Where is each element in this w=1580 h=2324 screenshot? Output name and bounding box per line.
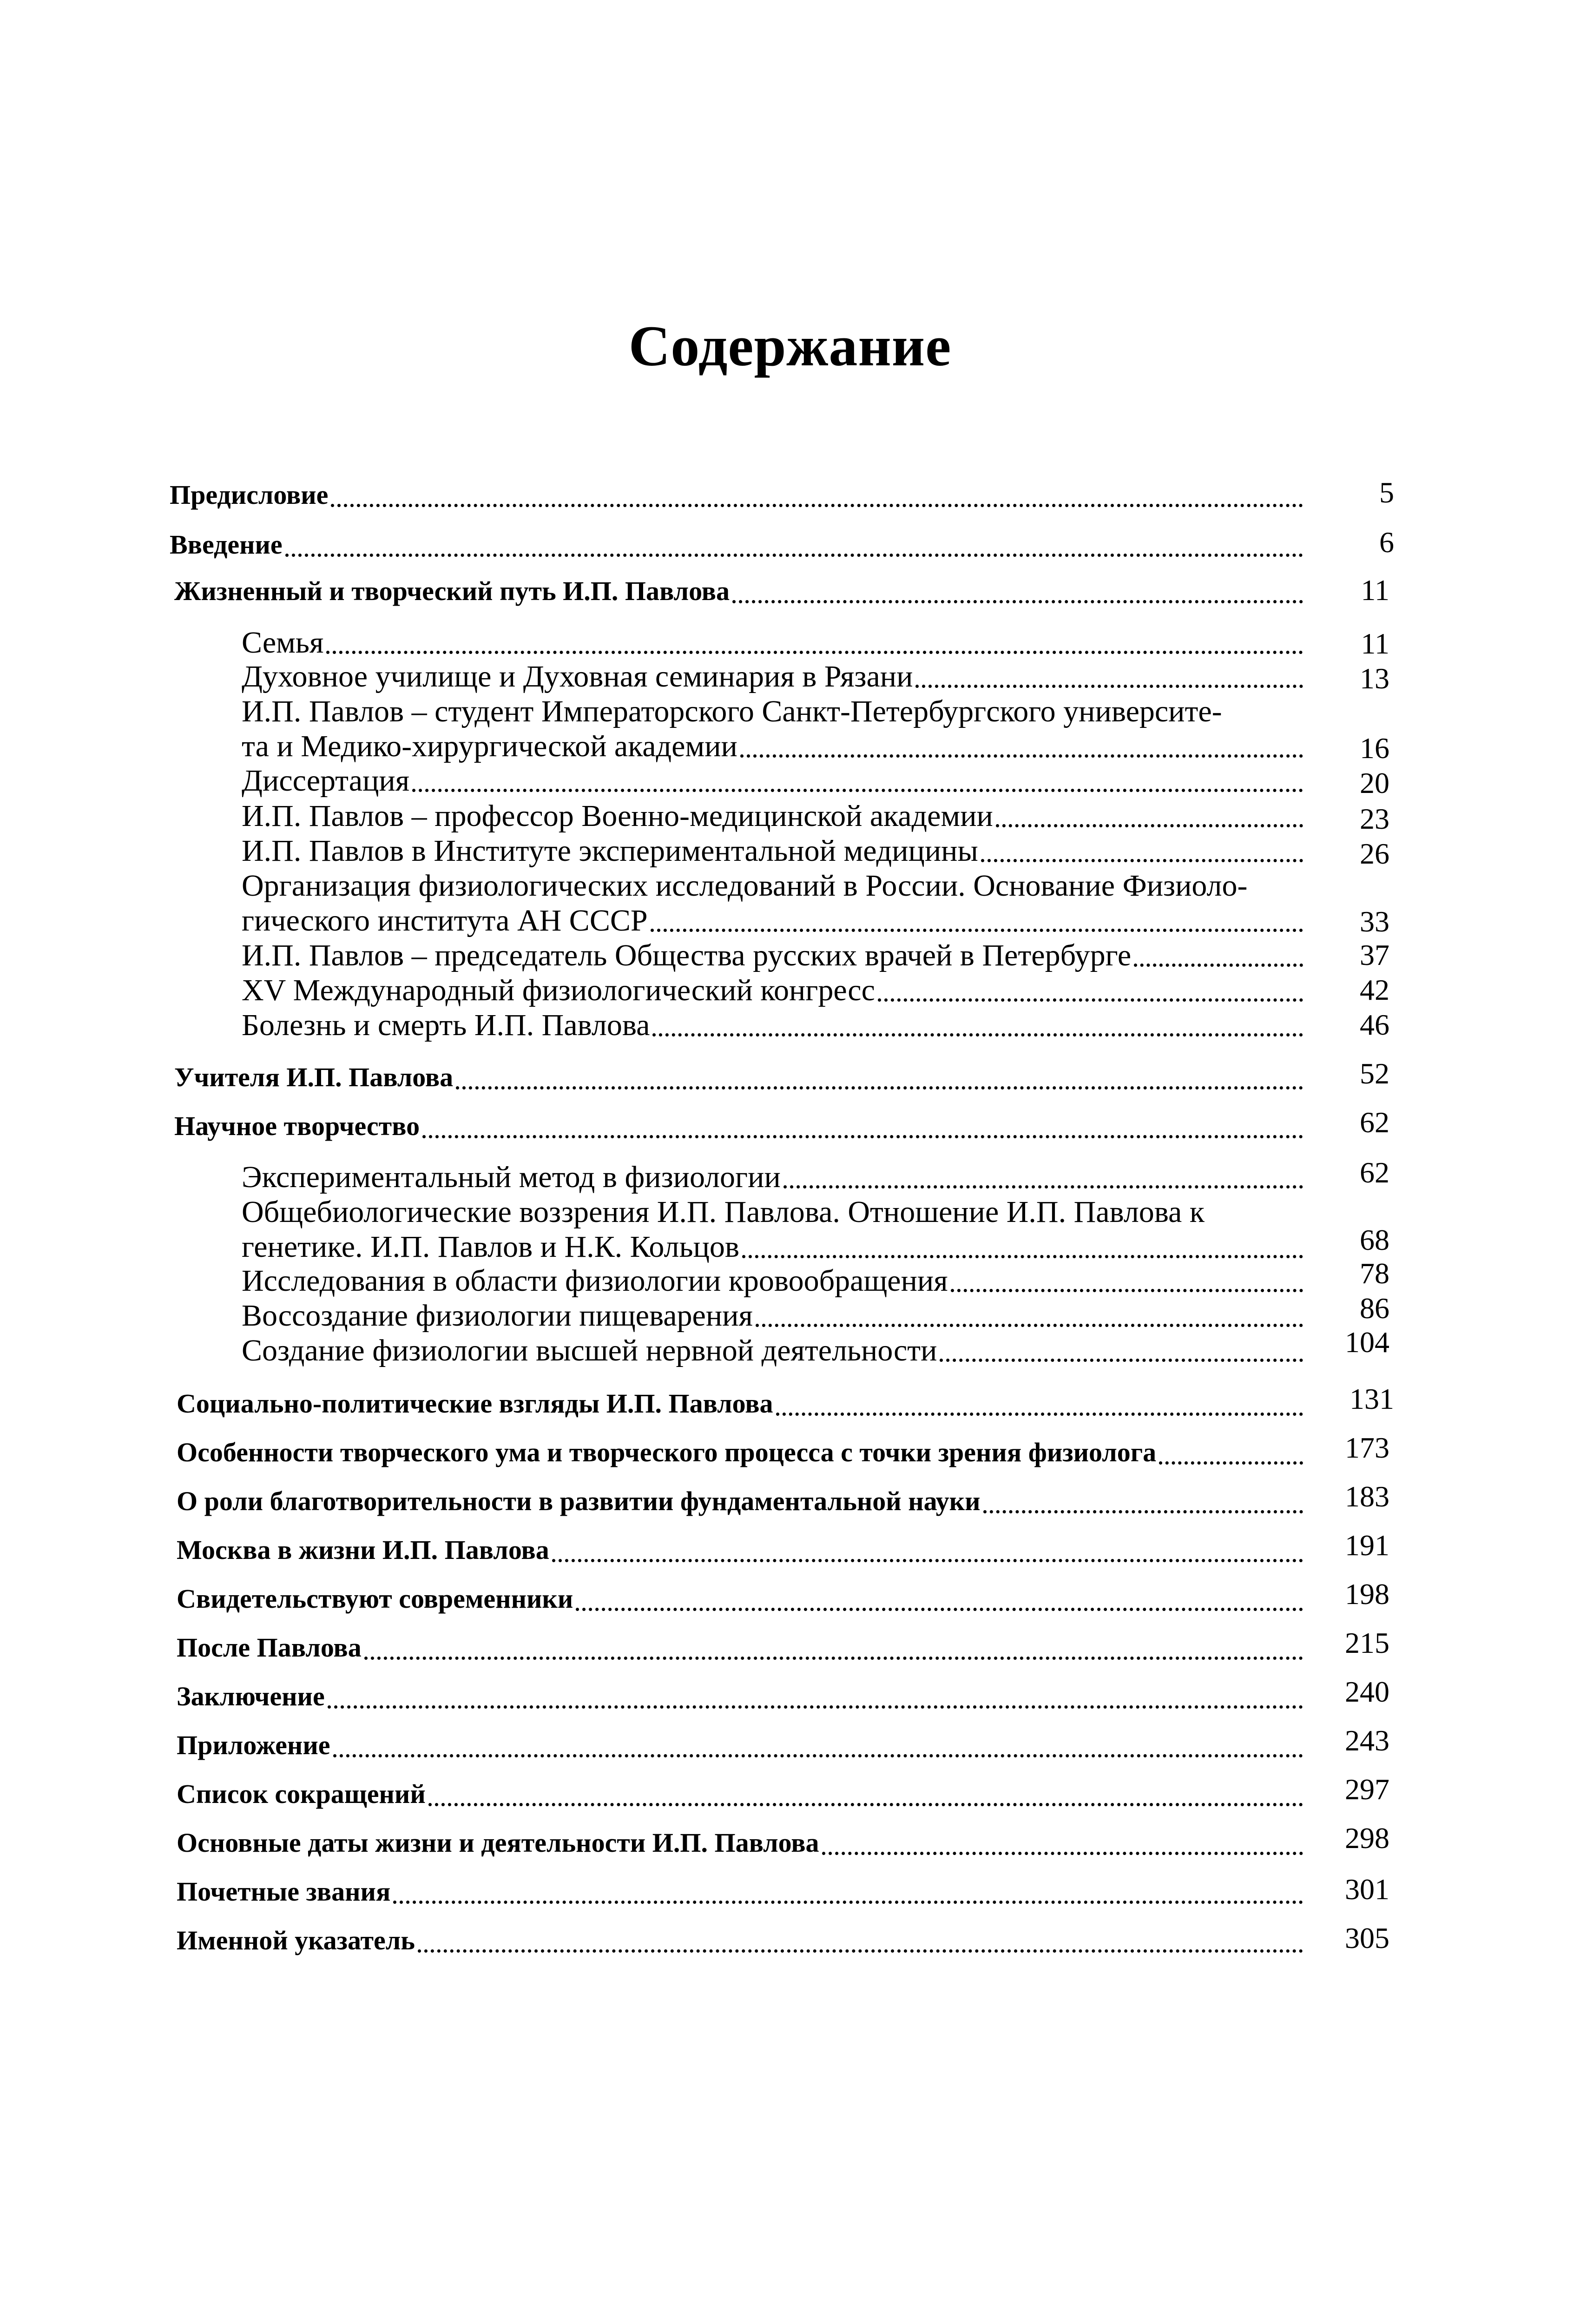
toc-entry-chapter[interactable] xyxy=(177,1532,1306,1569)
toc-entry-section[interactable] xyxy=(242,799,1306,834)
dot-leader xyxy=(783,1185,1303,1188)
toc-entry-title: Введение xyxy=(170,529,283,560)
toc-entry-title: Заключение xyxy=(177,1681,325,1711)
toc-entry-title: генетике. И.П. Павлов и Н.К. Кольцов xyxy=(242,1230,740,1264)
toc-page-number-cell xyxy=(1315,1576,1389,1613)
toc-entry-section[interactable] xyxy=(242,973,1306,1008)
toc-entry-chapter[interactable] xyxy=(177,1776,1306,1813)
toc-entry-title: Москва в жизни И.П. Павлова xyxy=(177,1535,549,1565)
toc-page-number: 16 xyxy=(1360,732,1389,765)
dot-leader xyxy=(456,1086,1303,1089)
dot-leader xyxy=(652,1033,1303,1037)
toc-entry-section[interactable] xyxy=(242,938,1306,973)
toc-page-number-cell xyxy=(1315,730,1389,767)
toc-page-number-cell xyxy=(1315,1527,1389,1564)
toc-page-number: 215 xyxy=(1345,1626,1389,1659)
toc-page-number: 6 xyxy=(1379,526,1394,559)
toc-page-number-cell xyxy=(1315,1722,1389,1759)
dot-leader xyxy=(428,1803,1303,1806)
toc-entry-section[interactable] xyxy=(242,1008,1306,1043)
toc-entry-title: Приложение xyxy=(177,1730,330,1760)
toc-page-number: 13 xyxy=(1360,662,1389,695)
toc-page-number-cell xyxy=(1315,1154,1389,1191)
toc-entry-title: Семья xyxy=(242,626,324,660)
toc-page-number: 305 xyxy=(1345,1921,1389,1954)
toc-entry-chapter[interactable] xyxy=(177,1727,1306,1764)
dot-leader xyxy=(326,651,1303,654)
toc-page-number-cell xyxy=(1315,1624,1389,1662)
toc-entry-chapter[interactable] xyxy=(170,526,1306,563)
dot-leader xyxy=(393,1901,1303,1904)
toc-page-number: 104 xyxy=(1345,1326,1389,1359)
toc-entry-title: Научное творчество xyxy=(174,1111,420,1141)
toc-page-number-cell xyxy=(1315,800,1389,838)
toc-page-number: 20 xyxy=(1360,766,1389,799)
toc-page-number-cell xyxy=(1315,660,1389,697)
dot-leader xyxy=(756,1324,1303,1327)
toc-entry-title: И.П. Павлов – председатель Общества русских врачей в Петербурге xyxy=(242,938,1132,972)
toc-entry-chapter[interactable] xyxy=(177,1580,1306,1618)
toc-entry-title: Почетные звания xyxy=(177,1876,391,1907)
dot-leader xyxy=(328,1705,1303,1709)
toc-page-number: 42 xyxy=(1360,973,1389,1006)
toc-page-number: 62 xyxy=(1360,1106,1389,1139)
toc-page-number: 23 xyxy=(1360,802,1389,835)
toc-entry-title: Экспериментальный метод в физиологии xyxy=(242,1160,781,1194)
toc-page-number: 11 xyxy=(1361,627,1389,660)
toc-entry-section[interactable] xyxy=(242,1263,1306,1299)
toc-entry-text-line1: Организация физиологических исследований в России. Основание Физиоло- xyxy=(242,869,1248,903)
dot-leader xyxy=(940,1359,1303,1362)
toc-entry-title: Жизненный и творческий путь И.П. Павлова xyxy=(174,576,730,606)
dot-leader xyxy=(878,998,1303,1002)
toc-entry-title: Социально-политические взгляды И.П. Павлова xyxy=(177,1388,773,1419)
toc-page-number: 52 xyxy=(1360,1057,1389,1090)
dot-leader xyxy=(983,1510,1303,1513)
dot-leader xyxy=(412,789,1303,792)
toc-page-number-cell xyxy=(1315,1104,1389,1141)
toc-page-number-cell xyxy=(1315,903,1389,940)
toc-page-number-cell xyxy=(1315,1006,1389,1043)
toc-page-number-cell xyxy=(1315,1290,1389,1327)
toc-entry-title: Учителя И.П. Павлова xyxy=(174,1062,454,1092)
toc-entry-section[interactable] xyxy=(242,1298,1306,1334)
toc-entry-title: После Павлова xyxy=(177,1632,362,1663)
toc-entry-chapter[interactable] xyxy=(174,1059,1306,1096)
toc-page-number: 62 xyxy=(1360,1156,1389,1189)
toc-entry-chapter[interactable] xyxy=(177,1385,1306,1422)
toc-page-number-cell xyxy=(1315,1255,1389,1292)
toc-page-number: 68 xyxy=(1360,1223,1389,1256)
page-title: Содержание xyxy=(628,314,952,378)
toc-entry-section[interactable] xyxy=(242,903,1306,938)
dot-leader xyxy=(951,1289,1303,1292)
toc-entry-title: Духовное училище и Духовная семинария в Рязани xyxy=(242,660,913,693)
toc-entry-title: гического института АН СССР xyxy=(242,904,648,938)
dot-leader xyxy=(333,1754,1304,1757)
dot-leader xyxy=(981,859,1303,862)
toc-page-number: 86 xyxy=(1360,1292,1389,1325)
toc-page-number: 301 xyxy=(1345,1873,1389,1906)
toc-page-number: 46 xyxy=(1360,1008,1389,1041)
toc-page-number: 173 xyxy=(1345,1431,1389,1464)
toc-entry-title: Диссертация xyxy=(242,764,410,798)
toc-entry-title: Именной указатель xyxy=(177,1925,415,1955)
toc-entry-chapter[interactable] xyxy=(174,573,1306,610)
dot-leader xyxy=(364,1657,1303,1660)
toc-entry-section[interactable] xyxy=(242,763,1306,799)
toc-entry-title: И.П. Павлов – профессор Военно-медицинской академии xyxy=(242,799,993,833)
toc-page-number-cell xyxy=(1315,572,1389,609)
toc-entry-chapter[interactable] xyxy=(174,1108,1306,1145)
toc-page-number-cell xyxy=(1315,1055,1389,1092)
toc-page-number: 240 xyxy=(1345,1675,1389,1708)
dot-leader xyxy=(996,824,1303,827)
toc-page-number-cell xyxy=(1320,524,1394,561)
dot-leader xyxy=(576,1608,1303,1611)
dot-leader xyxy=(418,1949,1303,1953)
toc-entry-text-line1: Общебиологические воззрения И.П. Павлова. Отношение И.П. Павлова к xyxy=(242,1195,1205,1229)
toc-entry-title: Особенности творческого ума и творческого процесса с точки зрения физиолога xyxy=(177,1437,1157,1467)
toc-page-number-cell xyxy=(1315,1871,1389,1908)
dot-leader xyxy=(331,504,1303,507)
dot-leader xyxy=(651,929,1303,932)
toc-page-number: 243 xyxy=(1345,1724,1389,1757)
toc-page-number-cell xyxy=(1315,835,1389,872)
toc-page-number-cell xyxy=(1315,971,1389,1009)
toc-page-number: 198 xyxy=(1345,1578,1389,1611)
toc-entry-section[interactable] xyxy=(242,833,1306,869)
toc-entry-section[interactable] xyxy=(242,1229,1306,1265)
toc-page-number-cell xyxy=(1315,1920,1389,1957)
toc-page-number: 33 xyxy=(1360,905,1389,938)
toc-entry-section[interactable] xyxy=(242,625,1306,660)
toc-entry-chapter[interactable] xyxy=(170,476,1306,514)
toc-entry-chapter[interactable] xyxy=(177,1629,1306,1666)
toc-entry-title: Предисловие xyxy=(170,480,329,510)
toc-page-number: 37 xyxy=(1360,938,1389,971)
dot-leader xyxy=(740,754,1303,758)
dot-leader xyxy=(422,1135,1303,1138)
toc-page-number-cell xyxy=(1315,1324,1389,1361)
toc-entry-title: Основные даты жизни и деятельности И.П. Павлова xyxy=(177,1828,819,1858)
toc-page-number-cell xyxy=(1315,937,1389,974)
dot-leader xyxy=(742,1255,1303,1258)
toc-entry-text-line1: И.П. Павлов – студент Императорского Санкт-Петербургского университе- xyxy=(242,694,1222,728)
toc-page-number-cell xyxy=(1315,1478,1389,1515)
toc-page-number: 11 xyxy=(1361,574,1389,607)
toc-entry-chapter[interactable] xyxy=(177,1922,1306,1959)
dot-leader xyxy=(1159,1461,1303,1465)
toc-page-number-cell xyxy=(1315,1673,1389,1710)
toc-entry-title: Список сокращений xyxy=(177,1779,426,1809)
toc-entry-chapter[interactable] xyxy=(177,1678,1306,1715)
toc-page-number-cell xyxy=(1315,625,1389,662)
toc-page-number: 78 xyxy=(1360,1257,1389,1290)
toc-page-number-cell xyxy=(1315,1429,1389,1466)
toc-entry-title: Воссоздание физиологии пищеварения xyxy=(242,1299,753,1333)
toc-page-number-cell xyxy=(1315,765,1389,802)
toc-entry-section[interactable] xyxy=(242,729,1306,764)
toc-page-number-cell xyxy=(1315,1221,1389,1259)
toc-entry-section[interactable] xyxy=(242,1333,1306,1368)
toc-page-number-cell xyxy=(1320,474,1394,511)
toc-page-number-cell xyxy=(1315,1771,1389,1808)
toc-page-number: 26 xyxy=(1360,837,1389,870)
dot-leader xyxy=(285,554,1303,557)
toc-entry-chapter[interactable] xyxy=(177,1824,1306,1862)
toc-page-number: 297 xyxy=(1345,1773,1389,1806)
toc-page-number: 131 xyxy=(1350,1382,1394,1415)
dot-leader xyxy=(776,1413,1303,1416)
toc-entry-title: И.П. Павлов в Институте экспериментальной медицины xyxy=(242,834,978,868)
dot-leader xyxy=(822,1852,1303,1855)
toc-entry-title: XV Международный физиологический конгресс xyxy=(242,973,875,1007)
toc-page-number: 5 xyxy=(1379,476,1394,509)
dot-leader xyxy=(732,600,1303,603)
toc-entry-title: Болезнь и смерть И.П. Павлова xyxy=(242,1008,650,1042)
toc-entry-title: Создание физиологии высшей нервной деятельности xyxy=(242,1334,937,1367)
toc-entry-title: та и Медико-хирургической академии xyxy=(242,729,737,763)
toc-entry-chapter[interactable] xyxy=(177,1873,1306,1910)
toc-entry-title: О роли благотворительности в развитии фундаментальной науки xyxy=(177,1486,981,1516)
toc-entry-title: Исследования в области физиологии кровообращения xyxy=(242,1264,948,1298)
toc-entry-chapter[interactable] xyxy=(177,1483,1306,1520)
toc-page-number-cell xyxy=(1320,1380,1394,1418)
toc-page-number: 298 xyxy=(1345,1822,1389,1855)
toc-page-number: 191 xyxy=(1345,1529,1389,1562)
dot-leader xyxy=(552,1559,1303,1562)
toc-entry-chapter[interactable] xyxy=(177,1434,1306,1471)
toc-page-number: 183 xyxy=(1345,1480,1389,1513)
toc-entry-title: Свидетельствуют современники xyxy=(177,1584,573,1614)
toc-page-number-cell xyxy=(1315,1820,1389,1857)
dot-leader xyxy=(915,685,1303,688)
toc-entry-section[interactable] xyxy=(242,659,1306,694)
toc-entry-section[interactable] xyxy=(242,1160,1306,1195)
dot-leader xyxy=(1134,964,1303,967)
